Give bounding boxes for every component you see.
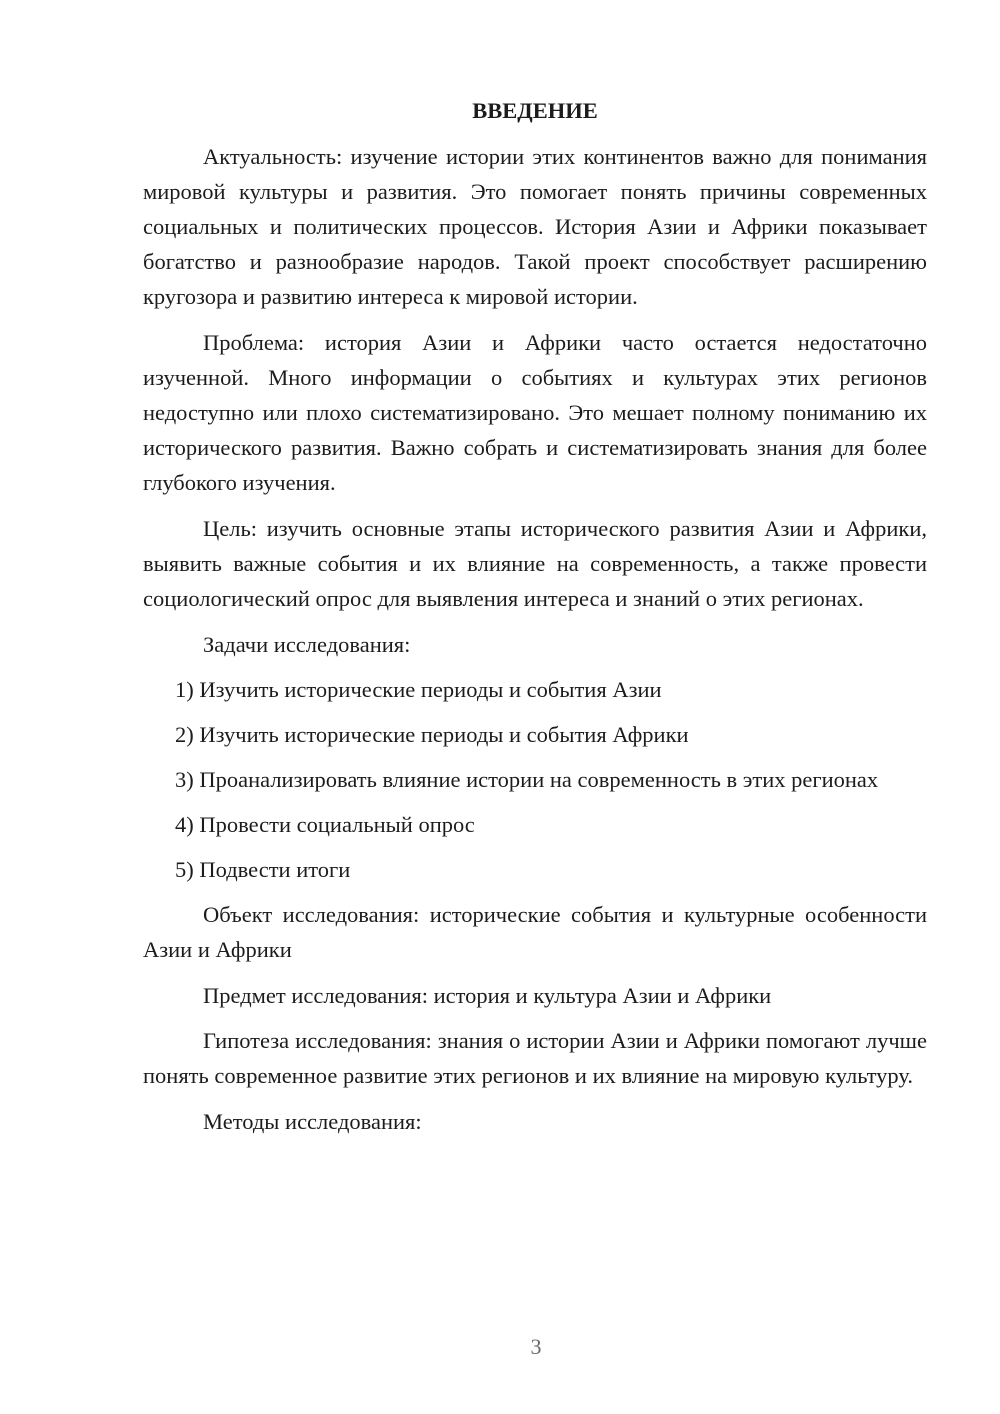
section-title: ВВЕДЕНИЕ [472,98,598,123]
task-item-4: 4) Провести социальный опрос [175,812,475,837]
document-body [143,96,927,1149]
paragraph-problem: Проблема: история Азии и Африки часто остается недостаточно изученной. Много информации о событиях и культурах этих регионов недоступно или плохо систематизировано. Это мешает полному пониманию их исторического развития. Важно собрать и систематизировать знания для более глубокого изучения. [143,330,927,495]
task-item-5: 5) Подвести итоги [175,857,351,882]
paragraph-methods: Методы исследования: [203,1109,422,1134]
page-number: 3 [530,1334,542,1359]
paragraph-subject: Предмет исследования: история и культура Азии и Африки [203,983,772,1008]
paragraph-relevance: Актуальность: изучение истории этих континентов важно для понимания мировой культуры и развития. Это помогает понять причины современных социальных и политических процессов. История Азии и Африки показывает богатство и разнообразие народов. Такой проект способствует расширению кругозора и развитию интереса к мировой истории. [143,144,927,309]
paragraph-hypothesis: Гипотеза исследования: знания о истории Азии и Африки помогают лучше понять современное развитие этих регионов и их влияние на мировую культуру. [143,1028,927,1088]
paragraph-goal: Цель: изучить основные этапы исторического развития Азии и Африки, выявить важные события и их влияние на современность, а также провести социологический опрос для выявления интереса и знаний о этих регионах. [143,516,927,611]
task-item-3: 3) Проанализировать влияние истории на современность в этих регионах [175,767,879,792]
paragraph-tasks-heading: Задачи исследования: [203,632,411,657]
task-item-2: 2) Изучить исторические периоды и события Африки [175,722,689,747]
paragraph-object: Объект исследования: исторические события и культурные особенности Азии и Африки [143,902,927,962]
task-item-1: 1) Изучить исторические периоды и события Азии [175,677,662,702]
